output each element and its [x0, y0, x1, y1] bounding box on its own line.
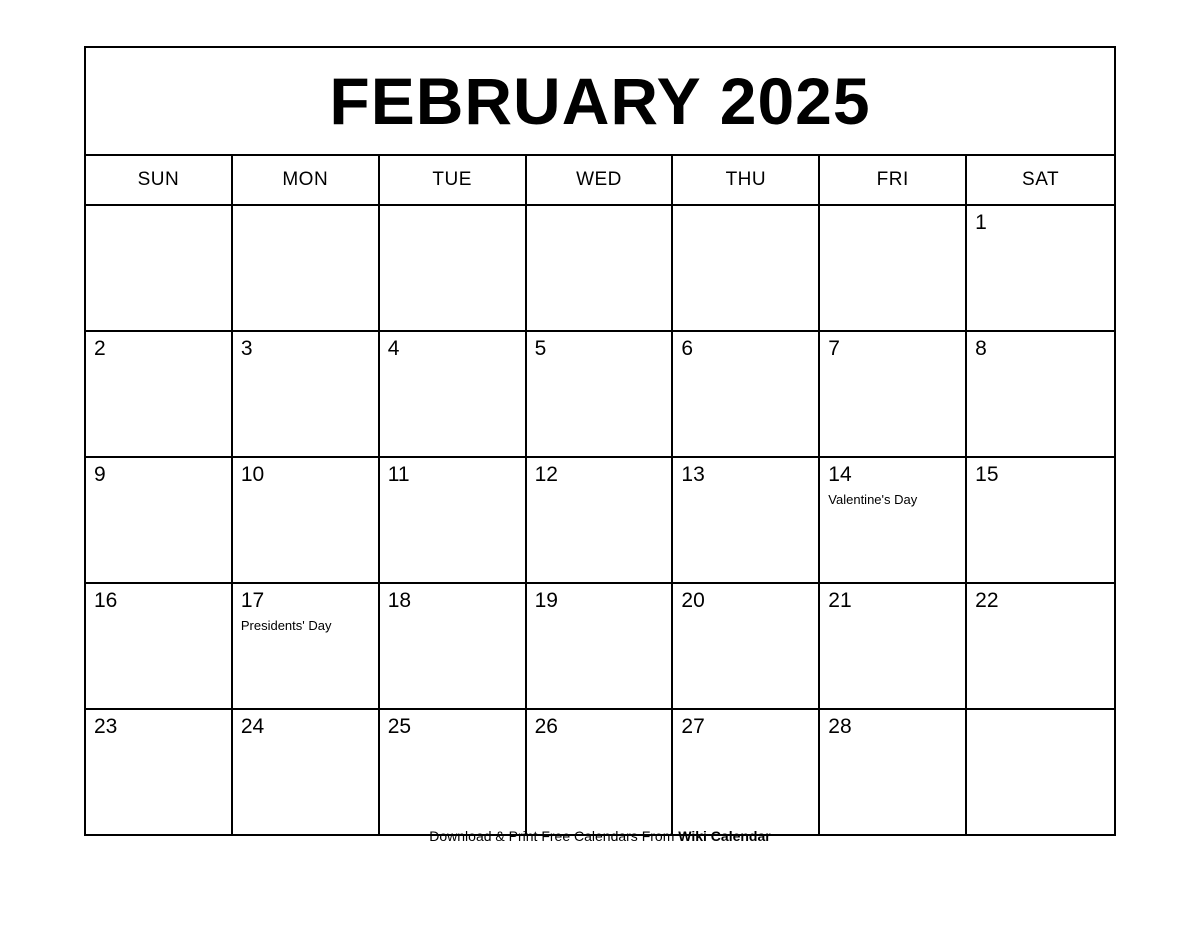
weekday-header-fri: FRI [820, 156, 967, 204]
day-number: 3 [240, 337, 253, 360]
day-cell[interactable] [380, 458, 527, 582]
weekday-header-wed: WED [527, 156, 674, 204]
day-number: 21 [828, 589, 852, 612]
day-number: 28 [828, 715, 852, 738]
day-cell[interactable] [967, 206, 1114, 330]
weekday-header-thu: THU [673, 156, 820, 204]
day-cell[interactable] [527, 584, 674, 708]
weekday-header-mon: MON [233, 156, 380, 204]
day-cell[interactable] [86, 584, 233, 708]
day-cell[interactable] [380, 710, 527, 834]
day-cell[interactable] [820, 332, 967, 456]
day-cell[interactable] [380, 584, 527, 708]
day-event: Valentine's Day [828, 492, 918, 508]
calendar-title-bar [86, 48, 1114, 156]
day-event: Presidents' Day [240, 618, 332, 634]
footer-brand-link[interactable]: Wiki Calendar [678, 828, 771, 844]
weekday-header-row [86, 156, 1114, 206]
day-number: 10 [240, 463, 265, 486]
day-cell[interactable] [673, 332, 820, 456]
day-cell[interactable] [820, 206, 967, 330]
calendar-week-row [86, 332, 1114, 458]
day-cell[interactable] [233, 584, 380, 708]
day-number: 13 [681, 463, 705, 486]
day-number: 4 [387, 337, 400, 360]
day-number: 6 [681, 337, 694, 360]
day-cell[interactable] [820, 710, 967, 834]
day-cell[interactable] [86, 458, 233, 582]
day-number: 11 [387, 463, 410, 486]
day-number: 27 [681, 715, 705, 738]
day-cell[interactable] [820, 584, 967, 708]
day-number: 7 [828, 337, 840, 360]
day-cell[interactable] [673, 458, 820, 582]
day-cell[interactable] [233, 710, 380, 834]
day-number: 8 [975, 337, 987, 360]
day-cell[interactable] [233, 458, 380, 582]
day-number: 18 [387, 589, 412, 612]
day-cell[interactable] [967, 458, 1114, 582]
day-number: 14 [828, 463, 852, 486]
day-cell[interactable] [86, 710, 233, 834]
day-number: 19 [534, 589, 558, 612]
calendar-week-row [86, 584, 1114, 710]
day-number: 2 [94, 337, 106, 360]
calendar-week-row [86, 458, 1114, 584]
page-title: FEBRUARY 2025 [329, 64, 871, 138]
day-cell[interactable] [86, 206, 233, 330]
day-cell[interactable] [527, 206, 674, 330]
weekday-header-sun: SUN [86, 156, 233, 204]
day-number: 26 [534, 715, 558, 738]
weekday-header-tue: TUE [380, 156, 527, 204]
day-number: 25 [387, 715, 412, 738]
day-cell[interactable] [380, 206, 527, 330]
day-cell[interactable] [673, 710, 820, 834]
calendar-week-row [86, 710, 1114, 834]
day-cell[interactable] [673, 584, 820, 708]
day-cell[interactable] [820, 458, 967, 582]
day-cell[interactable] [86, 332, 233, 456]
day-number: 12 [534, 463, 558, 486]
footer-text: Download & Print Free Calendars From [429, 828, 679, 844]
day-cell[interactable] [527, 332, 674, 456]
day-cell[interactable] [527, 458, 674, 582]
calendar-week-row [86, 206, 1114, 332]
day-cell[interactable] [967, 584, 1114, 708]
calendar-grid [84, 46, 1116, 836]
calendar-weeks [86, 206, 1114, 834]
day-cell[interactable] [233, 206, 380, 330]
day-number: 1 [975, 211, 987, 234]
day-number: 5 [534, 337, 547, 360]
weekday-header-sat: SAT [1022, 169, 1060, 190]
footer-credit [0, 828, 1200, 844]
day-cell[interactable] [380, 332, 527, 456]
day-number: 23 [94, 715, 118, 738]
day-number: 17 [240, 589, 265, 612]
day-cell[interactable] [527, 710, 674, 834]
day-cell[interactable] [233, 332, 380, 456]
day-cell[interactable] [967, 710, 1114, 834]
day-number: 20 [681, 589, 705, 612]
day-number: 16 [94, 589, 118, 612]
day-number: 24 [240, 715, 265, 738]
day-cell[interactable] [673, 206, 820, 330]
day-cell[interactable] [967, 332, 1114, 456]
day-number: 15 [975, 463, 999, 486]
day-number: 22 [975, 589, 999, 612]
day-number: 9 [94, 463, 106, 486]
